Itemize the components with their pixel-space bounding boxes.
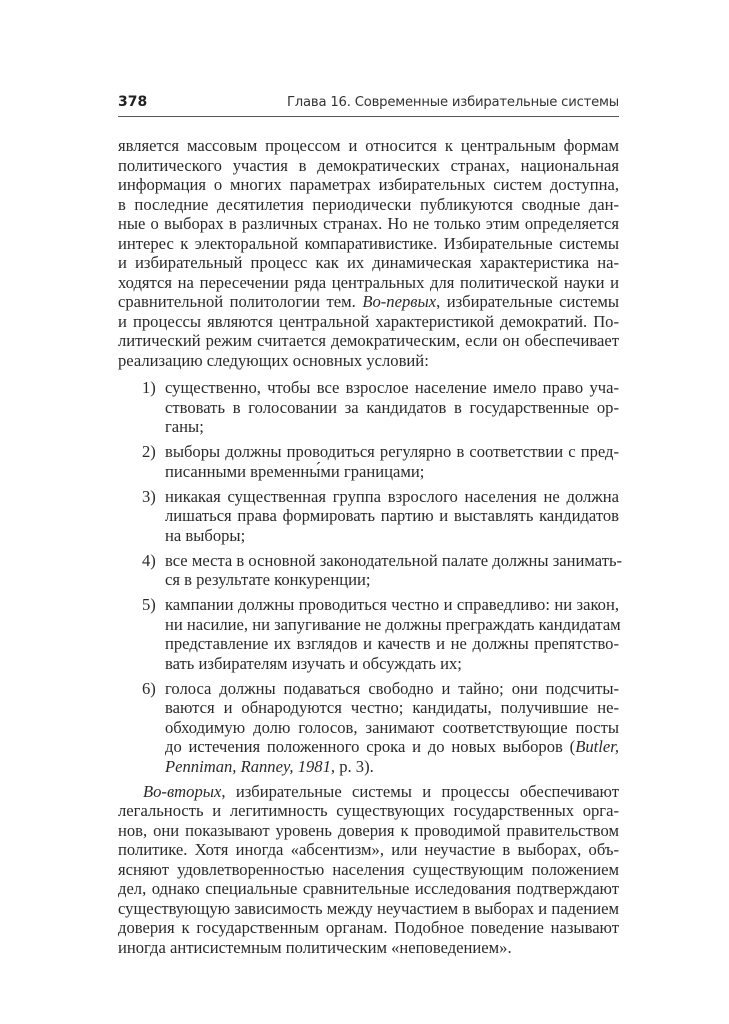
- list-item: [118, 442, 619, 481]
- list-number: 1): [142, 378, 156, 397]
- page-body: [118, 136, 623, 957]
- text-line: на выборы;: [165, 525, 246, 545]
- text-line: иногда антисистемным политическим «неповедением».: [118, 937, 512, 957]
- text-line: легальность и легитимность существующих государственных орга-: [118, 801, 619, 820]
- text-line: вать избирателям изучать и обсуждать их;: [165, 653, 462, 673]
- list-number: 5): [142, 595, 156, 614]
- list-number: 4): [142, 550, 156, 570]
- text-line: литический режим считается демократическим, если он обеспечивает: [118, 331, 619, 350]
- text-line: информация о многих параметрах избирательных систем доступна,: [118, 175, 619, 194]
- conditions-list: [118, 378, 623, 776]
- text-line: интерес к электоральной компаративистике. Избирательные системы: [118, 233, 619, 253]
- text-line: является массовым процессом и относится к центральным формам: [118, 136, 619, 155]
- text-line: ганы;: [165, 417, 204, 436]
- paragraph-2: [118, 782, 619, 958]
- text-line: ствовать в голосовании за кандидатов в государственные ор-: [165, 397, 619, 417]
- text-line: голоса должны подаваться свободно и тайно; они подсчиты-: [165, 678, 619, 698]
- text-line: ваются и обнародуются честно; кандидаты, получившие не-: [165, 698, 619, 717]
- emphasis-second: Во-вторых: [143, 781, 222, 801]
- text-line: представление их взглядов и качеств и не должны препятство-: [165, 634, 619, 653]
- running-header: [118, 92, 619, 117]
- text-run: , избирательные системы и процессы обеспечивают: [221, 781, 619, 801]
- text-line: существующую зависимость между неучастием в выборах и падением: [118, 898, 619, 918]
- text-line: обходимую долю голосов, занимают соответствующие посты: [165, 717, 619, 737]
- text-line: писанными временны́ми границами;: [165, 461, 425, 481]
- list-number: 2): [142, 442, 156, 461]
- citation-authors: Penniman, Ranney, 1981: [165, 756, 331, 776]
- text-run: до истечения положенного срока и до новых выборов (: [165, 737, 576, 756]
- text-line: в последние десятилетия периодически публикуются сводные дан-: [118, 194, 619, 214]
- text-line: существенно, чтобы все взрослое население имело право уча-: [165, 378, 619, 397]
- text-line: никакая существенная группа взрослого населения не должна: [165, 486, 619, 506]
- citation-authors: Butler,: [575, 737, 619, 756]
- text-line: доверия к государственным органам. Подобное поведение называют: [118, 918, 619, 937]
- text-line: нов, они показывают уровень доверия к проводимой правительством: [118, 820, 619, 840]
- list-item: [118, 378, 619, 437]
- text-run: сравнительной политологии тем.: [118, 292, 363, 311]
- list-item: [118, 487, 619, 546]
- text-line: [118, 292, 619, 312]
- text-line: политике. Хотя иногда «абсентизм», или неучастие в выборах, объ-: [118, 840, 619, 859]
- chapter-title: Глава 16. Современные избирательные системы: [286, 95, 619, 110]
- text-line: ся в результате конкуренции;: [165, 570, 371, 589]
- text-line: ходятся на пересечении ряда центральных для политической науки и: [118, 272, 619, 292]
- list-item: [118, 550, 623, 590]
- text-line: дел, однако специальные сравнительные исследования подтверждают: [118, 879, 619, 898]
- text-line: [165, 737, 619, 757]
- paragraph-1: [118, 136, 619, 370]
- text-line: [165, 757, 619, 777]
- text-line: [118, 782, 619, 802]
- list-number: 6): [142, 678, 156, 698]
- text-line: реализацию следующих основных условий:: [118, 350, 429, 370]
- text-line: и избирательный процесс как их динамическая характеристика на-: [118, 253, 619, 272]
- text-line: все места в основной законодательной палате должны занимать-: [165, 550, 623, 570]
- text-line: политического участия в демократических странах, национальная: [118, 155, 619, 175]
- text-line: ни насилие, ни запугивание не должны преграждать кандидатам: [165, 614, 621, 634]
- text-line: ные о выборах в различных странах. Но не только этим определяется: [118, 214, 619, 233]
- list-item: [118, 595, 619, 673]
- text-line: лишаться права формировать партию и выставлять кандидатов: [165, 506, 619, 525]
- page-number: 378: [118, 94, 148, 110]
- text-line: ясняют удовлетворенностью населения существующим положением: [118, 859, 619, 879]
- text-line: кампании должны проводиться честно и справедливо: ни закон,: [165, 595, 619, 614]
- list-item: [118, 679, 619, 777]
- list-number: 3): [142, 486, 156, 506]
- emphasis-first: Во-первых: [362, 292, 437, 311]
- text-line: и процессы являются центральной характеристикой демократий. По-: [118, 311, 619, 331]
- text-run: , избирательные системы: [436, 292, 619, 311]
- citation-page: , p. 3).: [330, 756, 374, 776]
- text-line: выборы должны проводиться регулярно в соответствии с пред-: [165, 442, 619, 461]
